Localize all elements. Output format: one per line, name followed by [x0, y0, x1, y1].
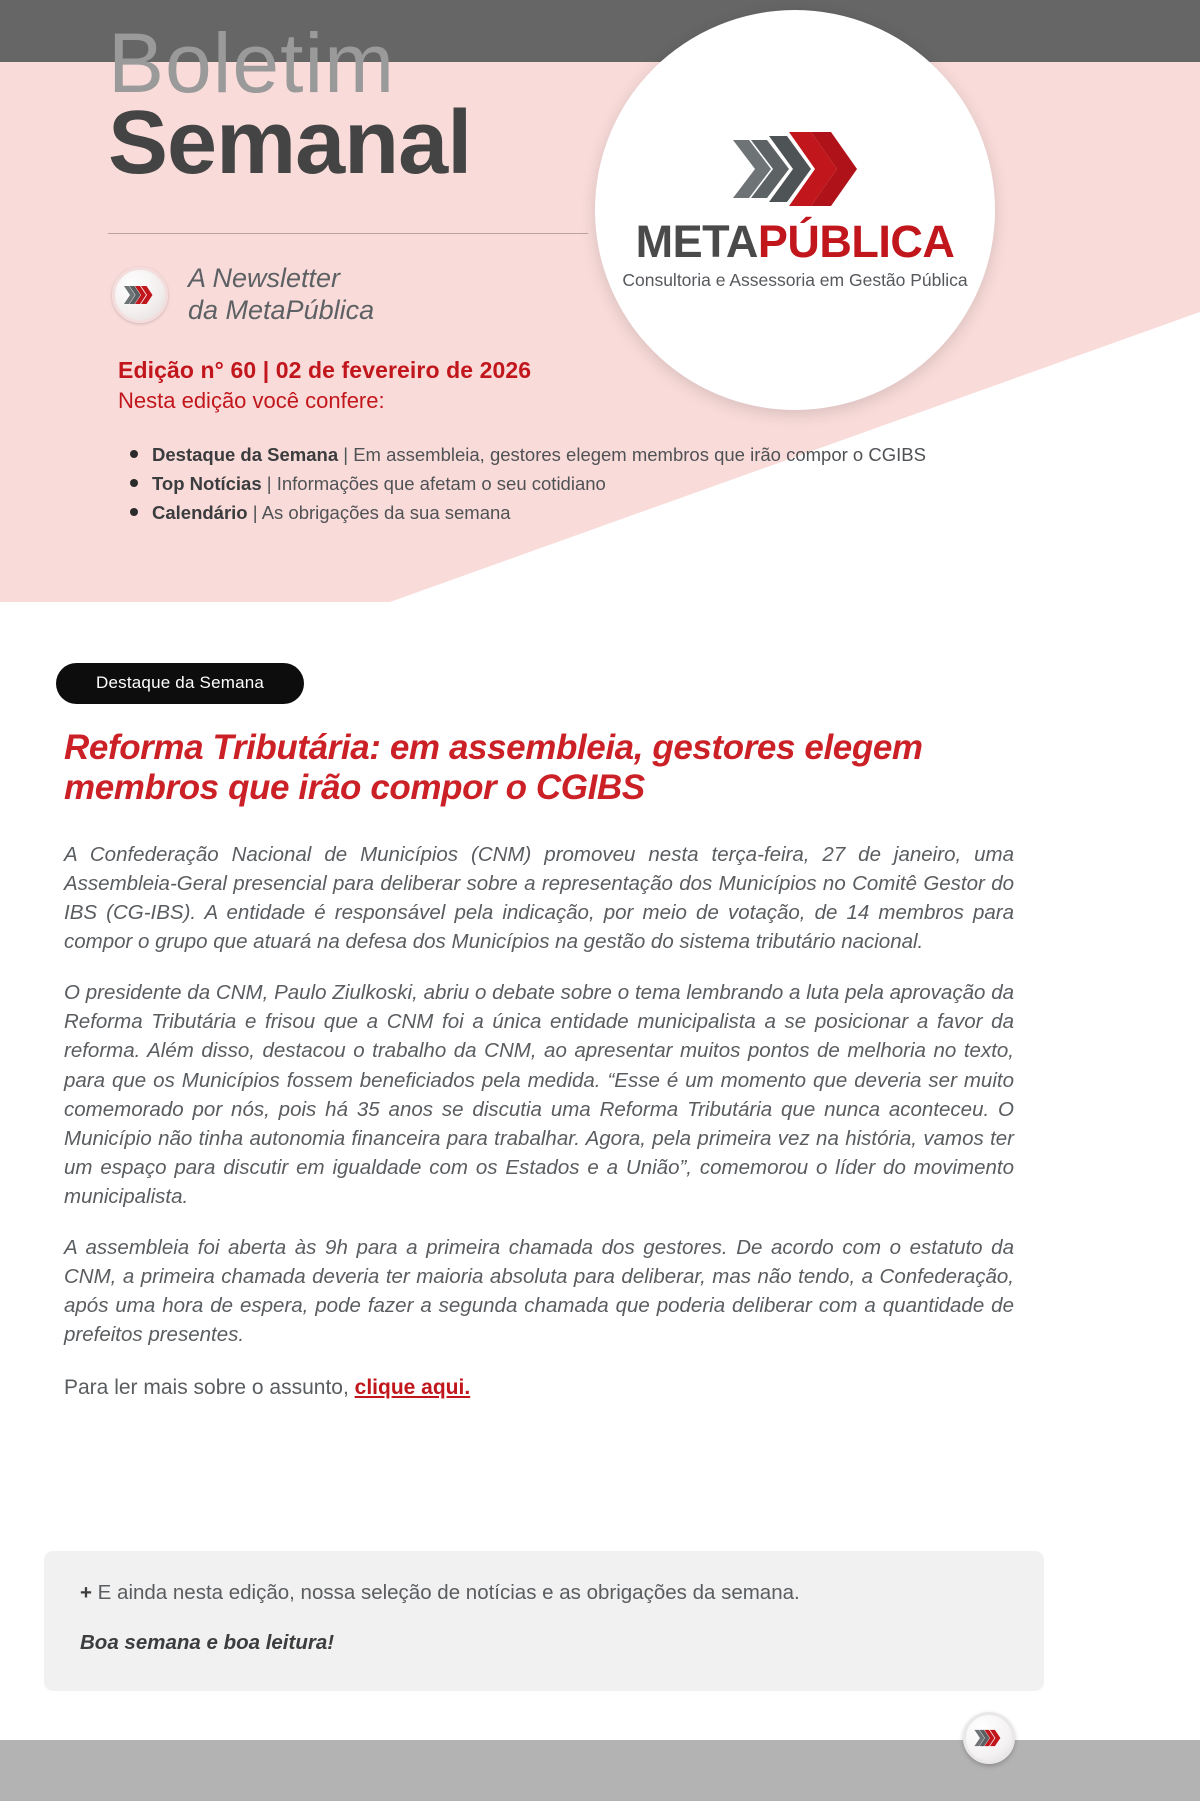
callout-line-1 — [80, 1581, 1008, 1605]
masthead-divider — [108, 233, 588, 234]
bullet-dot-icon — [130, 508, 138, 516]
logo-tagline: Consultoria e Assessoria em Gestão Pública — [622, 269, 968, 290]
masthead-line-semanal: Semanal — [108, 93, 472, 194]
edition-info — [118, 357, 531, 414]
chevron-logo-icon — [963, 1712, 1015, 1764]
masthead-line-boletim: Boletim — [108, 16, 396, 110]
section-badge-destaque-da-semana: Destaque da Semana — [56, 663, 304, 704]
chevron-logo-icon — [112, 267, 168, 323]
article — [64, 728, 1132, 1400]
list-item-text — [152, 440, 926, 469]
bullet-dot-icon — [130, 479, 138, 487]
list-item-text — [152, 469, 606, 498]
list-item — [130, 469, 926, 498]
callout-line-1-text: E ainda nesta edição, nossa seleção de notícias e as obrigações da semana. — [91, 1581, 800, 1604]
article-headline: Reforma Tributária: em assembleia, gestores elegem membros que irão compor o CGIBS — [64, 728, 923, 807]
list-item-description: Em assembleia, gestores elegem membros que irão compor o CGIBS — [353, 444, 926, 465]
list-item-label: Destaque da Semana — [152, 444, 339, 465]
edition-contents-list — [130, 440, 926, 528]
edition-subtitle: Nesta edição você confere: — [118, 388, 385, 413]
logo-word-publica: PÚBLICA — [757, 215, 955, 267]
chevron-arrows-icon — [731, 130, 859, 213]
list-item — [130, 498, 926, 527]
list-item-description: As obrigações da sua semana — [261, 502, 511, 524]
list-item-description: Informações que afetam o seu cotidiano — [276, 473, 606, 495]
logo-wordmark — [635, 215, 955, 267]
article-cta-prefix: Para ler mais sobre o assunto, — [64, 1375, 355, 1399]
clique-aqui-link[interactable]: clique aqui. — [354, 1375, 471, 1399]
newsletter-tagline-row — [112, 263, 374, 327]
list-item-separator: | — [338, 444, 354, 465]
list-item-label: Top Notícias — [152, 473, 262, 495]
article-paragraph: A Confederação Nacional de Municípios (CNM) promoveu nesta terça-feira, 27 de janeiro, uma Assembleia-Geral presencial para deliberar sobre a representação dos Municípios no Comitê Gestor do IBS (CG-IBS). A entidade é responsável pela indicação, por meio de votação, de 14 membros para compor o grupo que atuará na defesa dos Municípios na gestão do sistema tributário nacional. — [64, 842, 1014, 954]
list-item-text — [152, 498, 511, 527]
callout-box — [44, 1551, 1044, 1691]
newsletter-tagline-line1: A Newsletter — [188, 263, 341, 293]
article-paragraph: A assembleia foi aberta às 9h para a primeira chamada dos gestores. De acordo com o estatuto da CNM, a primeira chamada deveria ter maioria absoluta para deliberar, mas não tendo, a Confederação, após uma hora de espera, pode fazer a segunda chamada que poderia deliberar com a quantidade de prefeitos presentes. — [64, 1236, 1014, 1347]
newsletter-tagline-line2: da MetaPública — [188, 294, 375, 325]
list-item-separator: | — [261, 473, 277, 495]
list-item — [130, 440, 926, 469]
footer-bar — [0, 1740, 1200, 1801]
newsletter-tagline — [188, 263, 374, 327]
metapublica-logo — [595, 10, 995, 410]
logo-word-meta: META — [635, 215, 758, 267]
callout-line-2: Boa semana e boa leitura! — [80, 1631, 335, 1654]
masthead — [108, 16, 472, 194]
list-item-separator: | — [247, 502, 262, 524]
list-item-label: Calendário — [152, 502, 248, 524]
edition-title: Edição n° 60 | 02 de fevereiro de 2026 — [118, 357, 532, 383]
bullet-dot-icon — [130, 450, 138, 458]
article-cta — [64, 1376, 1014, 1400]
article-paragraph: O presidente da CNM, Paulo Ziulkoski, abriu o debate sobre o tema lembrando a luta pela aprovação da Reforma Tributária e frisou que a CNM foi a única entidade municipalista a se posicionar a favor da reforma. Além disso, destacou o trabalho da CNM, ao apresentar muitos pontos de melhoria no texto, para que os Municípios fossem beneficiados pela medida. “Esse é um momento que deveria ser muito comemorado por nós, pois há 35 anos se discutia uma Reforma Tributária que nunca aconteceu. O Município não tinha autonomia financeira para trabalhar. Agora, pela primeira vez na história, vamos ter um espaço para discutir em igualdade com os Estados e a União”, comemorou o líder do movimento municipalista. — [64, 981, 1014, 1208]
plus-icon: + — [80, 1581, 92, 1604]
